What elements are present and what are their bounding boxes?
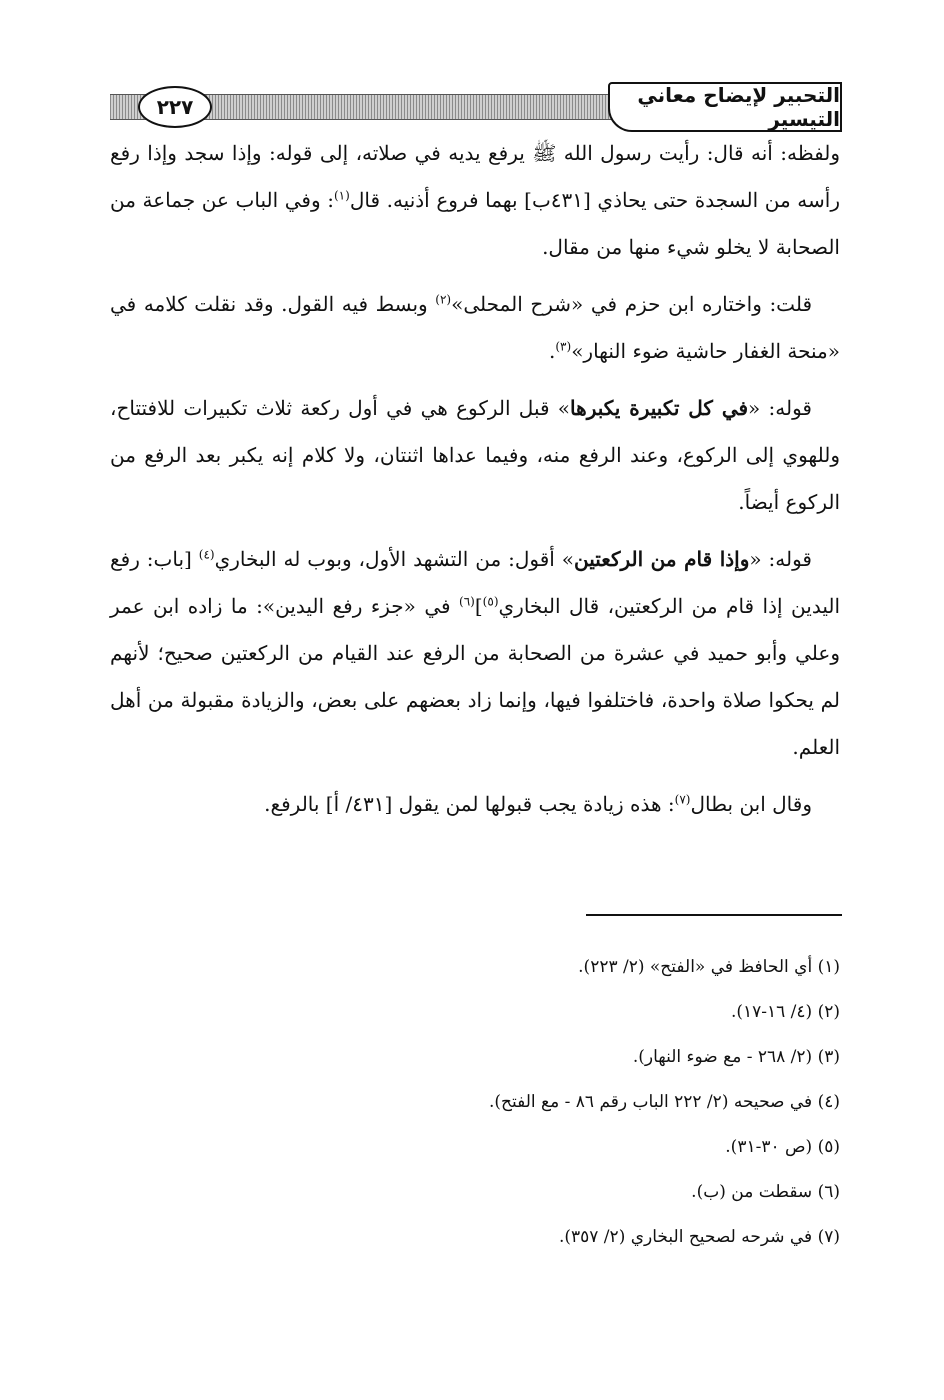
paragraph-5 — [110, 781, 840, 828]
footnote-7: (٧) في شرحه لصحيح البخاري (٢/ ٣٥٧). — [558, 1227, 840, 1247]
p5-text-b: : هذه زيادة يجب قبولها لمن يقول [٤٣١/ أ] بالرفع. — [264, 792, 675, 816]
paragraph-4 — [110, 536, 840, 771]
paragraph-2 — [110, 281, 840, 375]
footnote-ref-4: (٤) — [198, 547, 215, 562]
footnote-1: (١) أي الحافظ في «الفتح» (٢/ ٢٢٣). — [578, 957, 840, 977]
p1-text: ولفظه: أنه قال: رأيت رسول الله ﷺ يرفع يديه في صلاته، إلى قوله: وإذا سجد وإذا رفع رأسه من السجدة حتى يحاذي [٤٣١ب] بهما فروع أذنيه. قال — [110, 141, 840, 212]
p5-text-a: وقال ابن بطال — [690, 792, 812, 816]
footnote-4: (٤) في صحيحه (٢/ ٢٢٢ الباب رقم ٨٦ - مع الفتح). — [489, 1092, 840, 1112]
p4-quote: وإذا قام من الركعتين — [574, 547, 750, 571]
p4-text-a: قوله: « — [749, 547, 812, 571]
footnote-6: (٦) سقطت من (ب). — [691, 1182, 840, 1202]
p4-text-b: » أقول: من التشهد الأول، وبوب له البخاري — [214, 547, 574, 571]
footnote-divider — [586, 914, 842, 916]
p4-text-c: [باب: رفع اليدين إذا قام من الركعتين، قال البخاري — [110, 547, 841, 618]
footnote-ref-5: (٥) — [482, 594, 499, 609]
p3-text-b: » قبل الركوع هي في أول ركعة ثلاث تكبيرات للافتتاح، وللهوي إلى الركوع، وعند الرفع منه، وفيما عداها اثنتان، ولا كلام إنه يكبر بعد الرفع من الركوع أيضاً. — [110, 396, 840, 514]
paragraph-1 — [110, 130, 840, 271]
paragraph-3 — [110, 385, 840, 526]
footnote-ref-1: (١) — [333, 188, 350, 203]
p3-quote: في كل تكبيرة يكبرها — [570, 396, 749, 420]
p2-text-b: وبسط فيه القول. وقد نقلت كلامه في «منحة الغفار حاشية ضوء النهار» — [110, 292, 840, 363]
p1-tail: : وفي الباب عن جماعة من الصحابة لا يخلو شيء منها من مقال. — [110, 188, 840, 259]
footnote-ref-7: (٧) — [674, 792, 691, 807]
running-header — [110, 82, 842, 132]
p3-text-a: قوله: « — [748, 396, 812, 420]
main-text — [110, 130, 840, 838]
page-number: ٢٢٧ — [138, 86, 212, 128]
footnote-2: (٢) (٤/ ١٦-١٧). — [730, 1002, 840, 1022]
footnote-ref-6: (٦) — [459, 594, 475, 609]
p4-text-e: في «جزء رفع اليدين»: ما زاده ابن عمر وعلي وأبو حميد في عشرة من الصحابة من الرفع عند القيام من الركعتين صحيح؛ لأنهم لم يحكوا صلاة واحدة، فاختلفوا فيها، وإنما زاد بعضهم على بعض، والزيادة مقبولة من أهل العلم. — [110, 594, 840, 759]
book-title: التحبير لإيضاح معاني التيسير — [608, 82, 842, 132]
footnote-5: (٥) (ص ٣٠-٣١). — [725, 1137, 840, 1157]
p2-text-a: قلت: واختاره ابن حزم في «شرح المحلى» — [451, 292, 813, 316]
footnote-3: (٣) (٢/ ٢٦٨ - مع ضوء النهار). — [632, 1047, 840, 1067]
p4-text-d: ] — [474, 594, 483, 618]
footnotes — [110, 945, 840, 1260]
p2-text-c: . — [549, 339, 556, 363]
footnote-ref-2: (٢) — [435, 292, 452, 307]
footnote-ref-3: (٣) — [555, 339, 572, 354]
